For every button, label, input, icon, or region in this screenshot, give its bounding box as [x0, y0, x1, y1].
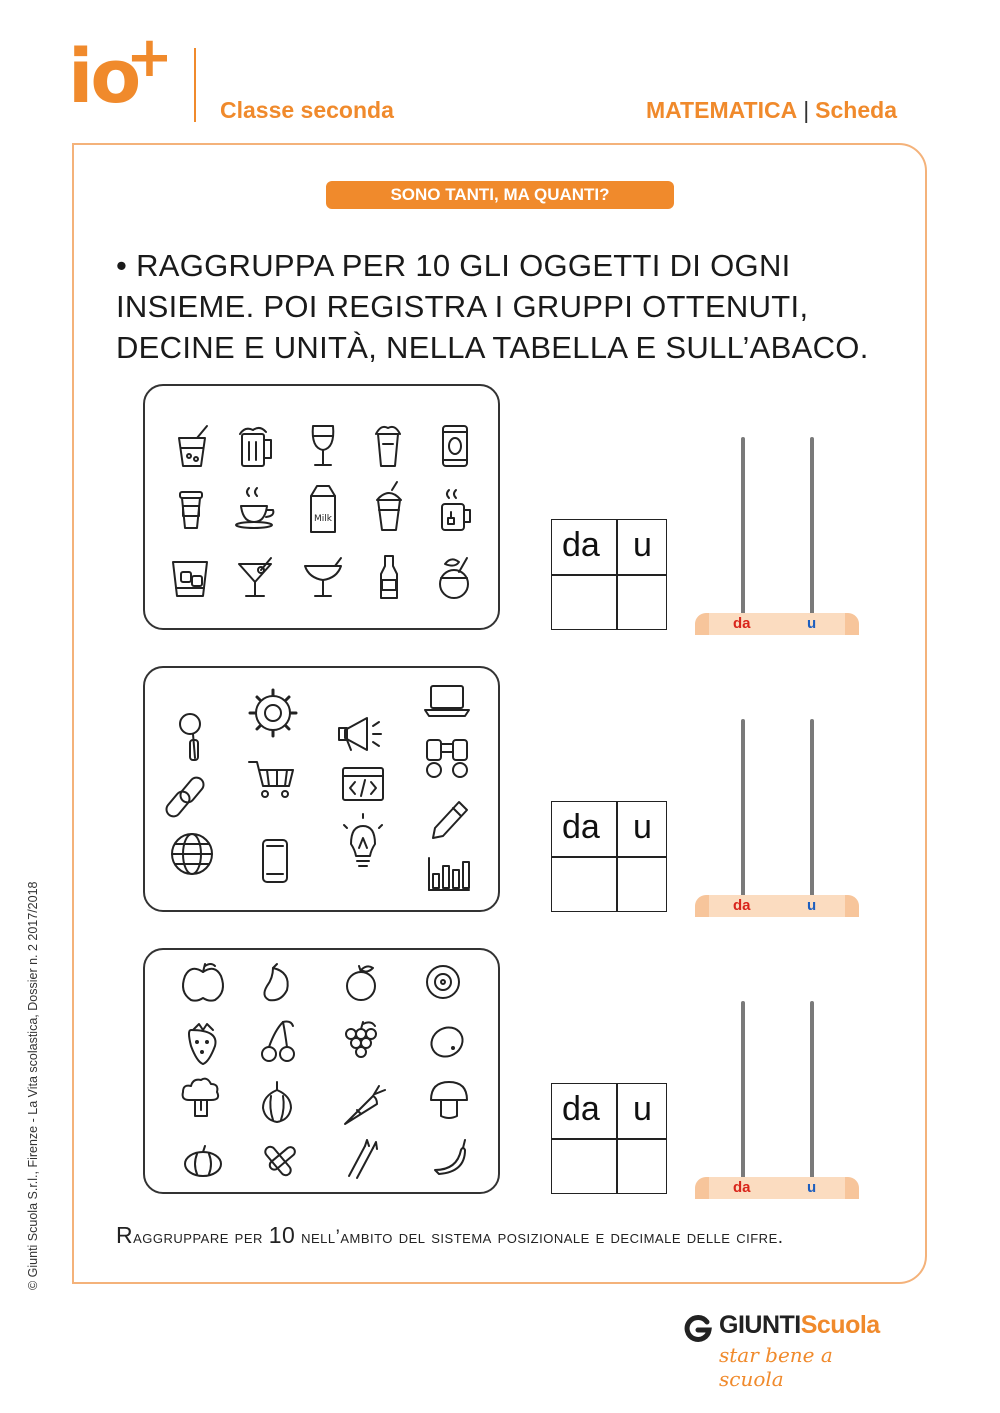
table-header-tens: da [562, 526, 600, 564]
abacus-rod-tens [741, 437, 745, 625]
pumpkin-icon [185, 1146, 221, 1176]
instruction-text: • RAGGRUPPA PER 10 GLI OGGETTI DI OGNI INSIEME. POI REGISTRA I GRUPPI OTTENUTI, DECINE E UNITÀ, NELLA TABELLA E SULL’ABACO. [116, 248, 869, 365]
subject-separator: | [803, 97, 810, 123]
brand-name-part2: Scuola [800, 1311, 880, 1339]
wine-glass-icon [313, 426, 334, 465]
magnifier-icon [180, 714, 200, 760]
tens-units-table-1 [551, 519, 667, 630]
kiwi-icon [427, 966, 459, 998]
globe-icon [172, 834, 212, 874]
mushroom-icon [431, 1082, 467, 1118]
bottle-icon [381, 556, 397, 598]
table-header-tens: da [562, 808, 600, 846]
beer-mug-icon [240, 428, 271, 466]
note-text-2: nell’ambito del sistema posizionale e decimale delle cifre. [295, 1227, 784, 1248]
carrot-icon [345, 1086, 385, 1124]
cucumber-icon [263, 1145, 296, 1177]
asparagus-icon [349, 1140, 377, 1178]
brand-logo [683, 1311, 899, 1391]
bar-chart-icon [429, 858, 469, 890]
coffee-cup-icon [236, 488, 273, 528]
beer-glass-icon [376, 427, 400, 466]
brand-tagline: star bene a scuola [719, 1343, 833, 1391]
mango-icon [264, 964, 287, 1000]
table-header-units: u [633, 1090, 652, 1128]
abacus-label-units: u [807, 615, 817, 632]
chili-pepper-icon [435, 1140, 465, 1174]
cherries-icon [262, 1022, 294, 1062]
code-window-icon [343, 768, 383, 800]
smoothie-cup-icon [377, 482, 401, 530]
abacus-base [695, 613, 859, 635]
subject-name: MATEMATICA [646, 97, 798, 123]
giunti-g-icon [683, 1313, 713, 1343]
note-initial: R [116, 1222, 134, 1248]
abacus-label-units: u [807, 1179, 817, 1196]
icon-set-drinks [143, 384, 500, 630]
abacus-base [695, 1177, 859, 1199]
table-header-tens: da [562, 1090, 600, 1128]
strawberry-icon [189, 1024, 216, 1064]
martini-glass-icon [239, 558, 271, 596]
milk-carton-icon [311, 486, 335, 532]
megaphone-icon [339, 718, 381, 750]
header-separator [194, 48, 196, 122]
title-banner: SONO TANTI, MA QUANTI? [326, 181, 674, 209]
abacus-rod-tens [741, 1001, 745, 1189]
sheet-label: Scheda [815, 97, 897, 123]
shopping-cart-icon [249, 762, 293, 797]
abacus-rod-tens [741, 719, 745, 907]
onion-icon [263, 1082, 291, 1122]
binoculars-icon [427, 740, 467, 777]
margarita-glass-icon [305, 558, 341, 596]
orange-icon [347, 966, 375, 1000]
tens-units-table-3 [551, 1083, 667, 1194]
abacus-label-tens: da [733, 615, 751, 632]
logo-plus: + [126, 25, 173, 90]
note-text-1: aggruppare per [133, 1227, 269, 1248]
abacus-label-units: u [807, 897, 817, 914]
abacus-rod-units [810, 1001, 814, 1189]
apple-icon [183, 964, 223, 1001]
lightbulb-icon [344, 814, 382, 866]
table-header-units: u [633, 808, 652, 846]
abacus-base [695, 895, 859, 917]
grapes-icon [346, 1022, 376, 1057]
tea-mug-icon [442, 490, 470, 530]
abacus-rod-units [810, 437, 814, 625]
broccoli-icon [183, 1079, 219, 1116]
learning-objective-note [116, 1219, 864, 1254]
lemon-icon [426, 1022, 468, 1062]
whisky-glass-icon [173, 562, 207, 596]
coconut-drink-icon [440, 558, 468, 598]
brand-name-part1: GIUNTI [719, 1311, 801, 1339]
gear-icon [250, 690, 296, 736]
takeaway-coffee-icon [180, 492, 202, 528]
brand-name [719, 1311, 880, 1340]
note-number: 10 [268, 1222, 296, 1248]
logo-io: io [68, 34, 139, 120]
pencil-icon [433, 802, 467, 838]
abacus-rod-units [810, 719, 814, 907]
smartphone-icon [263, 840, 287, 882]
copyright-text: © Giunti Scuola S.r.l., Firenze - La Vita scolastica, Dossier n. 2 2017/2018 [26, 881, 40, 1290]
cocktail-glass-icon [179, 426, 207, 466]
svg-text:Milk: Milk [314, 514, 332, 524]
table-header-units: u [633, 526, 652, 564]
subject-label [646, 97, 897, 124]
abacus-1 [695, 437, 859, 647]
icon-set-fruits-vegetables [143, 948, 500, 1194]
abacus-label-tens: da [733, 897, 751, 914]
icon-set-tech [143, 666, 500, 912]
abacus-label-tens: da [733, 1179, 751, 1196]
laptop-icon [425, 686, 469, 716]
abacus-3 [695, 1001, 859, 1211]
tens-units-table-2 [551, 801, 667, 912]
class-label: Classe seconda [220, 97, 394, 123]
link-icon [164, 775, 207, 819]
soda-can-icon [443, 426, 467, 466]
abacus-2 [695, 719, 859, 929]
